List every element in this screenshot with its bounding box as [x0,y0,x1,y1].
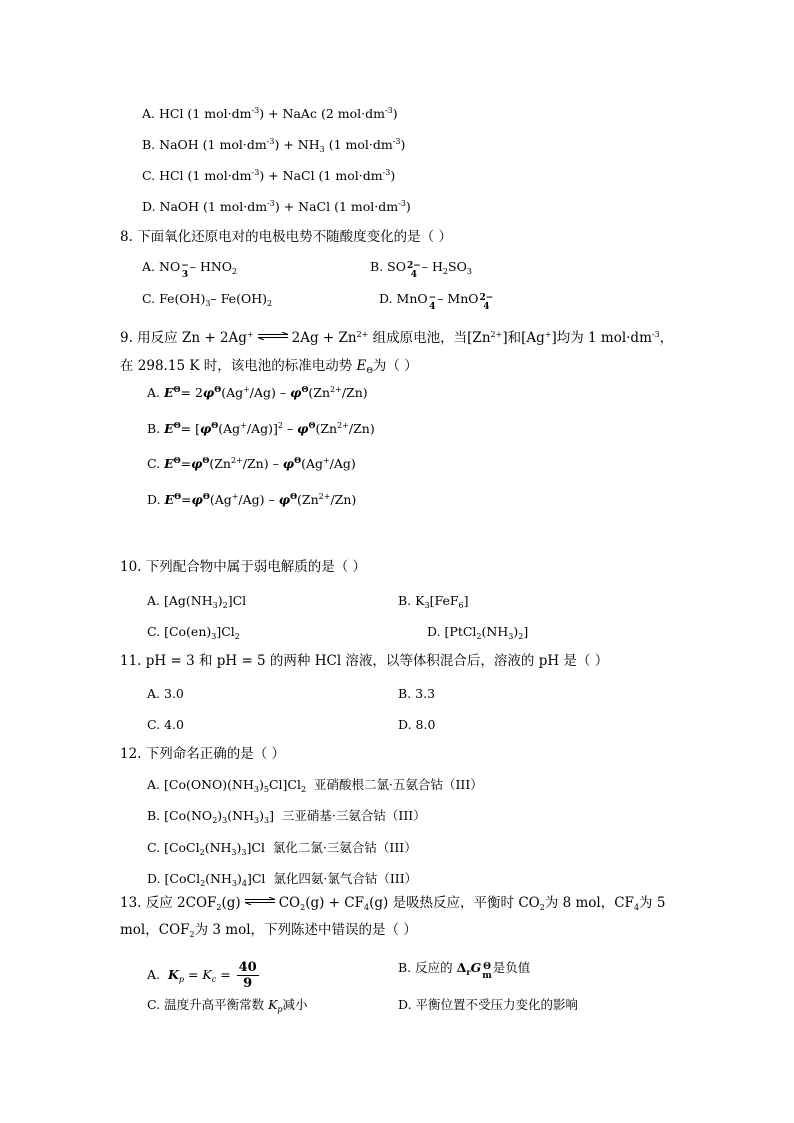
q9-option-a: A. $E^\Theta= 2\varphi^\Theta(Ag^+/Ag) - \varphi^\Theta(Zn^{2+}/Zn)$ [147,384,368,400]
q12-option-c: C. $[CoCl_2(NH_3)_3]Cl$ 氯化二氯·三氨合钴（III） [147,840,417,857]
q9-option-b: B. $E^\Theta= [\varphi^\Theta(Ag^+/Ag)]^2 - \varphi^\Theta(Zn^{2+}/Zn)$ [147,420,375,436]
q13-option-c: C. 温度升高平衡常数 $K_p$减小 [147,997,308,1014]
q11-stem: 11. pH = 3 和 pH = 5 的两种 HCl 溶液，以等体积混合后，溶液的 pH 是（ ） [120,653,609,669]
q10-option-a: A. $[Ag(NH_3)_2]Cl$ [147,593,247,610]
q8-option-a: A. NO − 3 – $HNO_2$ [142,259,238,280]
q7-option-d: D. NaOH (1 $mol\cdot dm^{-3}$) + NaCl (1 $mol\cdot dm^{-3}$) [142,199,411,214]
q13-option-b: B. 反应的 $\Delta_rG$ Θ m 是负值 [398,960,531,981]
q8-option-b: B. SO 2− 4 – $H_2SO_3$ [370,259,472,280]
q10-stem: 10. 下列配合物中属于弱电解质的是（ ） [120,559,367,575]
q12-option-d: D. $[CoCl_2(NH_3)_4]Cl$ 氯化四氨·氯气合钴（III） [147,871,418,888]
q13-stem-line2: mol，$COF_2$为 3 mol，下列陈述中错误的是（ ） [120,922,417,939]
q12-option-a: A. $[Co(ONO)(NH_3)_5Cl]Cl_2$ 亚硝酸根二氯·五氨合钴（III） [147,777,483,794]
q11-option-c: C. 4.0 [147,717,184,732]
q11-option-b: B. 3.3 [398,686,436,701]
q11-option-a: A. 3.0 [147,686,184,701]
q10-option-d: D. $[PtCl_2(NH_3)_2]$ [427,624,529,641]
q7-option-b: B. NaOH (1 $mol\cdot dm^{-3}) + NH_3$ (1 $mol\cdot dm^{-3}$) [142,137,406,154]
q12-stem: 12. 下列命名正确的是（ ） [120,746,286,762]
q9-option-d: D. $E^\Theta=\varphi^\Theta(Ag^+/Ag) - \varphi^\Theta(Zn^{2+}/Zn)$ [147,491,357,507]
q9-option-c: C. $E^\Theta=\varphi^\Theta(Zn^{2+}/Zn) - \varphi^\Theta(Ag^+/Ag)$ [147,455,356,471]
q11-option-d: D. 8.0 [398,717,436,732]
fraction-40-over-9: $\frac{40}{9}$ [238,960,257,991]
equilibrium-arrow-icon [245,897,275,905]
q9-stem-line1: 9. 用反应 Zn + 2Ag+ $2Ag + Zn^{2+}$ 组成原电池，当$[Zn^{2+}]$和[Ag+]均为 1 $mol\cdot dm^{-3}$， [120,330,674,346]
q8-option-c: C. $Fe(OH)_3-$ $Fe(OH)_2$ [142,291,273,308]
q10-option-b: B. $K_3[FeF_6]$ [398,593,469,610]
q8-option-d: D. MnO − 4 – MnO 2− 4 [379,291,494,312]
q13-option-d: D. 平衡位置不受压力变化的影响 [398,997,579,1012]
q9-stem-line2: 在 298.15 K 时，该电池的标准电动势 $E_\Theta$为（ ） [120,358,418,375]
q13-stem-line1: 13. 反应 $2COF_2(g) CO_2(g) + CF_4(g)$ 是吸热反应，平衡时 $CO_2$为 8 mol，$CF_4$为 5 [120,895,666,912]
q8-stem: 8. 下面氧化还原电对的电极电势不随酸度变化的是（ ） [120,229,452,245]
q10-option-c: C. $[Co(en)_3]Cl_2$ [147,624,240,641]
equilibrium-arrow-icon [258,332,288,340]
q7-option-a: A. HCl (1 $mol\cdot dm^{-3}$) + NaAc (2 $mol\cdot dm^{-3}$) [142,106,398,121]
q7-option-c: C. HCl (1 $mol\cdot dm^{-3}$) + NaCl (1 $mol\cdot dm^{-3}$) [142,168,396,183]
q12-option-b: B. $[Co(NO_2)_3(NH_3)_3]$ 三亚硝基·三氨合钴（III） [147,808,426,825]
q13-option-a: A. $K_p = K_c$ = $\frac{40}{9}$ [147,960,257,991]
